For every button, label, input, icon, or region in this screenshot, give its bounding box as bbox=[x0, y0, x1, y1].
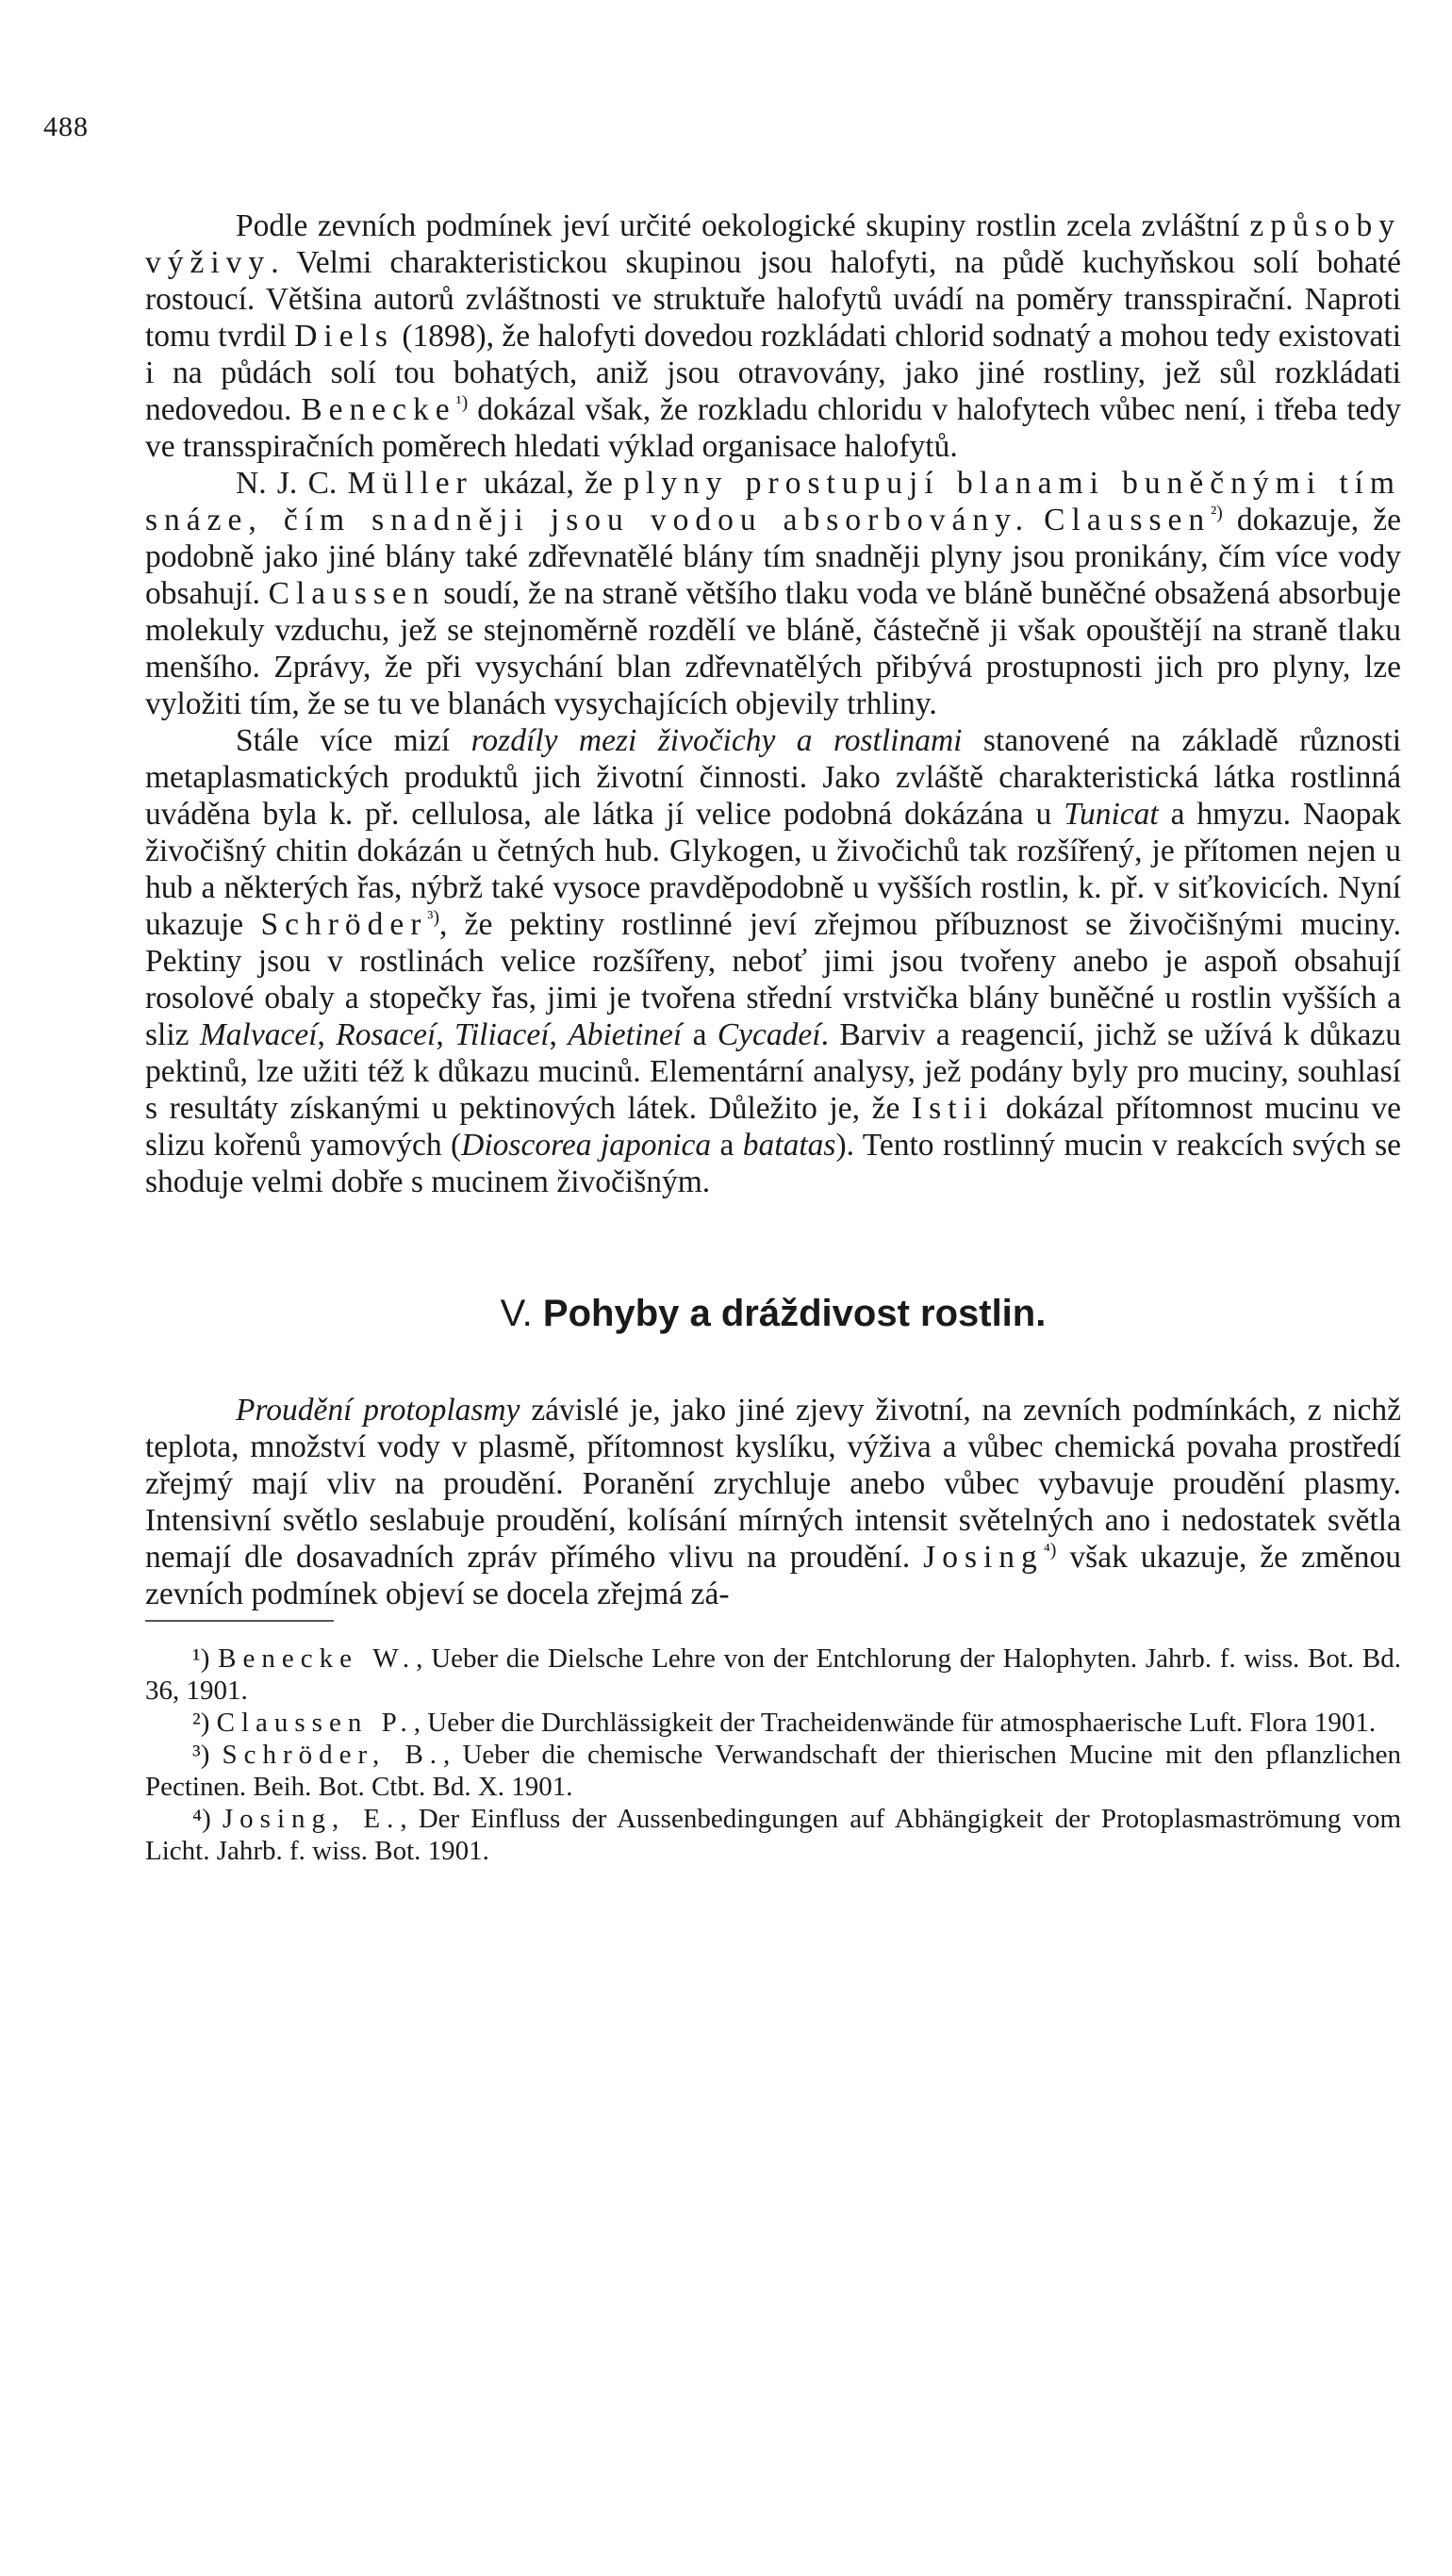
paragraph-gases: N. J. C. Müller ukázal, že plyny prostupují blanami buněčnými tím snáze, čím snadněji jsou vodou absorbovány. Claussen$^{^2)}$ dokazuje, že podobně jako jiné blány také zdřevnatělé blány tím snadněji plyny jsou pronikány, čím více vody obsahují. Claussen soudí, že na straně většího tlaku voda ve bláně buněčné obsažená absorbuje molekuly vzduchu, jež se stejnoměrně rozdělí ve bláně, částečně ji však opouštějí na straně tlaku menšího. Zprávy, že při vysychání blan zdřevnatělých přibývá prostupnosti jich pro plyny, lze vyložiti tím, že se tu ve blanách vysychajících objevily trhliny. bbox=[145, 466, 1402, 721]
footnote: ⁴) Josing, E., Der Einfluss der Aussenbedingungen auf Abhängigkeit der Protoplasmaströmung vom Licht. Jahrb. f. wiss. Bot. 1901. bbox=[145, 1804, 1402, 1866]
page-body bbox=[145, 207, 1401, 1867]
footnote: ³) Schröder, B., Ueber die chemische Verwandschaft der thierischen Mucine mit den pflanzlichen Pectinen. Beih. Bot. Ctbt. Bd. X. 1901. bbox=[145, 1740, 1401, 1802]
paragraph-halophytes: Podle zevních podmínek jeví určité oekologické skupiny rostlin zcela zvláštní způsoby výživy. Velmi charakteristickou skupinou jsou halofyti, na půdě kuchyňskou solí bohaté rostoucí. Většina autorů zvláštnosti ve struktuře halofytů uvádí na poměry transspirační. Naproti tomu tvrdil Diels (1898), že halofyti dovedou rozkládati chlorid sodnatý a mohou tedy existovati i na půdách solí tou bohatých, aniž jsou otravovány, jako jiné rostliny, jež sůl rozkládati nedovedou. Benecke$^{^1)}$ dokázal však, že rozkladu chloridu v halofytech vůbec není, i třeba tedy ve transspiračních poměrech hledati výklad organisace halofytů. bbox=[145, 208, 1402, 464]
footnote-separator bbox=[145, 1620, 334, 1622]
paragraph-metaplasmatic: Stále více mizí rozdíly mezi živočichy a rostlinami stanovené na základě různosti metaplasmatických produktů jich životní činnosti. Jako zvláště charakteristická látka rostlinná uváděna byla k. př. cellulosa, ale látka jí velice podobná dokázána u Tunicat a hmyzu. Naopak živočišný chitin dokázán u četných hub. Glykogen, u živočichů tak rozšířený, je přítomen nejen u hub a některých řas, nýbrž také vysoce pravděpodobně u vyšších rostlin, k. př. v siťkovicích. Nyní ukazuje Schröder$^{^3)}$, že pektiny rostlinné jeví zřejmou příbuznost se živočišnými muciny. Pektiny jsou v rostlinách velice rozšířeny, neboť jimi jsou tvořeny anebo je aspoň obsahují rosolové obaly a stopečky řas, jimi je tvořena střední vrstvička blány buněčné u rostlin vyšších a sliz Malvaceí, Rosaceí, Tiliaceí, Abietineí a Cycadeí. Barviv a reagencií, jichž se užívá k důkazu pektinů, lze užiti též k důkazu mucinů. Elementární analysy, jež podány byly pro muciny, souhlasí s resultáty získanými u pektinových látek. Důležito je, že Istii dokázal přítomnost mucinu ve slizu kořenů yamových (Dioscorea japonica a batatas). Tento rostlinný mucin v reakcích svých se shoduje velmi dobře s mucinem živočišným. bbox=[145, 723, 1402, 1199]
page-number: 488 bbox=[43, 111, 89, 142]
section-title: Pohyby a dráždivost rostlin. bbox=[542, 1293, 1047, 1334]
footnote: ²) Claussen P., Ueber die Durchlässigkeit der Tracheidenwände für atmosphaerische Luft. Flora 1901. bbox=[192, 1708, 1377, 1738]
footnote: ¹) Benecke W., Ueber die Dielsche Lehre von der Entchlorung der Halophyten. Jahrb. f. wiss. Bot. Bd. 36, 1901. bbox=[145, 1643, 1401, 1706]
section-number: V. bbox=[500, 1293, 533, 1334]
section-heading bbox=[145, 1293, 1401, 1335]
footnotes bbox=[145, 1643, 1401, 1867]
paragraph-protoplasm: Proudění protoplasmy závislé je, jako jiné zjevy životní, na zevních podmínkách, z nichž teplota, množství vody v plasmě, přítomnost kyslíku, výživa a vůbec chemická povaha prostředí zřejmý mají vliv na proudění. Poranění zrychluje anebo vůbec vybavuje proudění plasmy. Intensivní světlo seslabuje proudění, kolísání mírných intensit světelných ano i nedostatek světla nemají dle dosavadních zpráv přímého vlivu na proudění. Josing$^{^4)}$ však ukazuje, že změnou zevních podmínek objeví se docela zřejmá zá- bbox=[145, 1393, 1402, 1611]
